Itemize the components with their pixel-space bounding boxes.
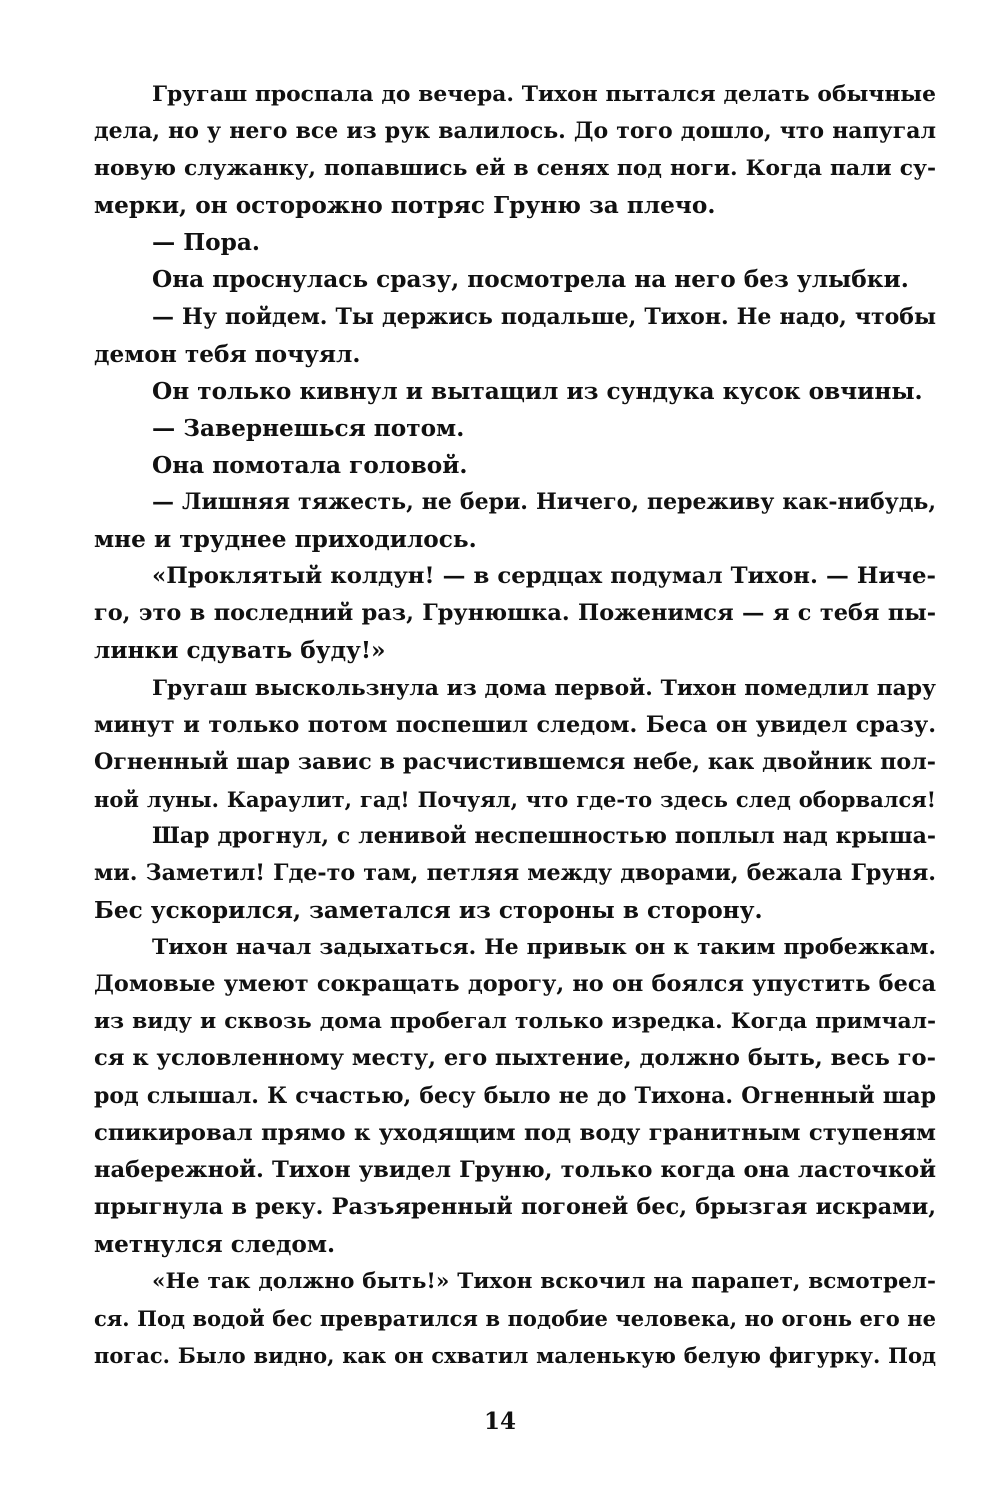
text-line: го, это в последний раз, Грунюшка. Поженимся — я с тебя пы- — [94, 600, 936, 627]
page-number: 14 — [483, 1408, 516, 1435]
text-line: спикировал прямо к уходящим под воду гранитным ступеням — [94, 1119, 936, 1146]
text-line: Она проснулась сразу, посмотрела на него без улыбки. — [152, 266, 909, 294]
text-line: «Проклятый колдун! — в сердцах подумал Тихон. — Ниче- — [152, 563, 936, 590]
text-line: линки сдувать буду!» — [94, 637, 386, 665]
text-line: Тихон начал задыхаться. Не привык он к таким пробежкам. — [152, 935, 936, 961]
text-line: Она помотала головой. — [152, 451, 468, 479]
text-line: ной луны. Караулит, гад! Почуял, что где-то здесь след оборвался! — [94, 786, 936, 812]
text-line: Шар дрогнул, с ленивой неспешностью поплыл над крыша- — [152, 822, 936, 849]
text-line: мерки, он осторожно потряс Груню за плечо. — [94, 192, 716, 220]
text-line: набережной. Тихон увидел Груню, только когда она ласточкой — [94, 1156, 936, 1183]
text-line: — Завернешься потом. — [152, 414, 465, 442]
text-line: Домовые умеют сокращать дорогу, но он боялся упустить беса — [94, 971, 936, 998]
text-line: — Лишняя тяжесть, не бери. Ничего, переживу как-нибудь, — [152, 489, 936, 516]
text-line: мне и труднее приходилось. — [94, 526, 477, 554]
text-line: прыгнула в реку. Разъяренный погоней бес, брызгая искрами, — [94, 1193, 936, 1220]
text-line: дела, но у него все из рук валилось. До того дошло, что напугал — [94, 118, 936, 145]
text-line: метнулся следом. — [94, 1230, 336, 1258]
text-line: Он только кивнул и вытащил из сундука кусок овчины. — [152, 377, 923, 405]
text-line: — Ну пойдем. Ты держись подальше, Тихон. Не надо, чтобы — [152, 303, 936, 330]
text-line: ми. Заметил! Где-то там, петляя между дворами, бежала Груня. — [94, 859, 936, 886]
text-line: — Пора. — [152, 229, 260, 257]
text-line: погас. Было видно, как он схватил маленькую белую фигурку. Под — [94, 1343, 936, 1369]
text-line: новую служанку, попавшись ей в сенях под ноги. Когда пали су- — [94, 156, 936, 182]
text-line: из виду и сквозь дома пробегал только изредка. Когда примчал- — [94, 1009, 936, 1035]
text-line: ся к условленному месту, его пыхтение, должно быть, весь го- — [94, 1045, 936, 1072]
text-line: минут и только потом поспешил следом. Беса он увидел сразу. — [94, 711, 936, 738]
page-text — [94, 76, 936, 1374]
text-line: Гругаш проспала до вечера. Тихон пытался делать обычные — [152, 82, 936, 107]
text-line: род слышал. К счастью, бесу было не до Тихона. Огненный шар — [94, 1082, 936, 1109]
text-line: Огненный шар завис в расчистившемся небе, как двойник пол- — [94, 748, 936, 775]
text-line: демон тебя почуял. — [94, 340, 361, 368]
text-line: Гругаш выскользнула из дома первой. Тихон помедлил пару — [152, 675, 936, 701]
text-line: ся. Под водой бес превратился в подобие человека, но огонь его не — [94, 1306, 936, 1332]
text-line: Бес ускорился, заметался из стороны в сторону. — [94, 897, 763, 925]
text-line: «Не так должно быть!» Тихон вскочил на парапет, всмотрел- — [152, 1269, 936, 1294]
